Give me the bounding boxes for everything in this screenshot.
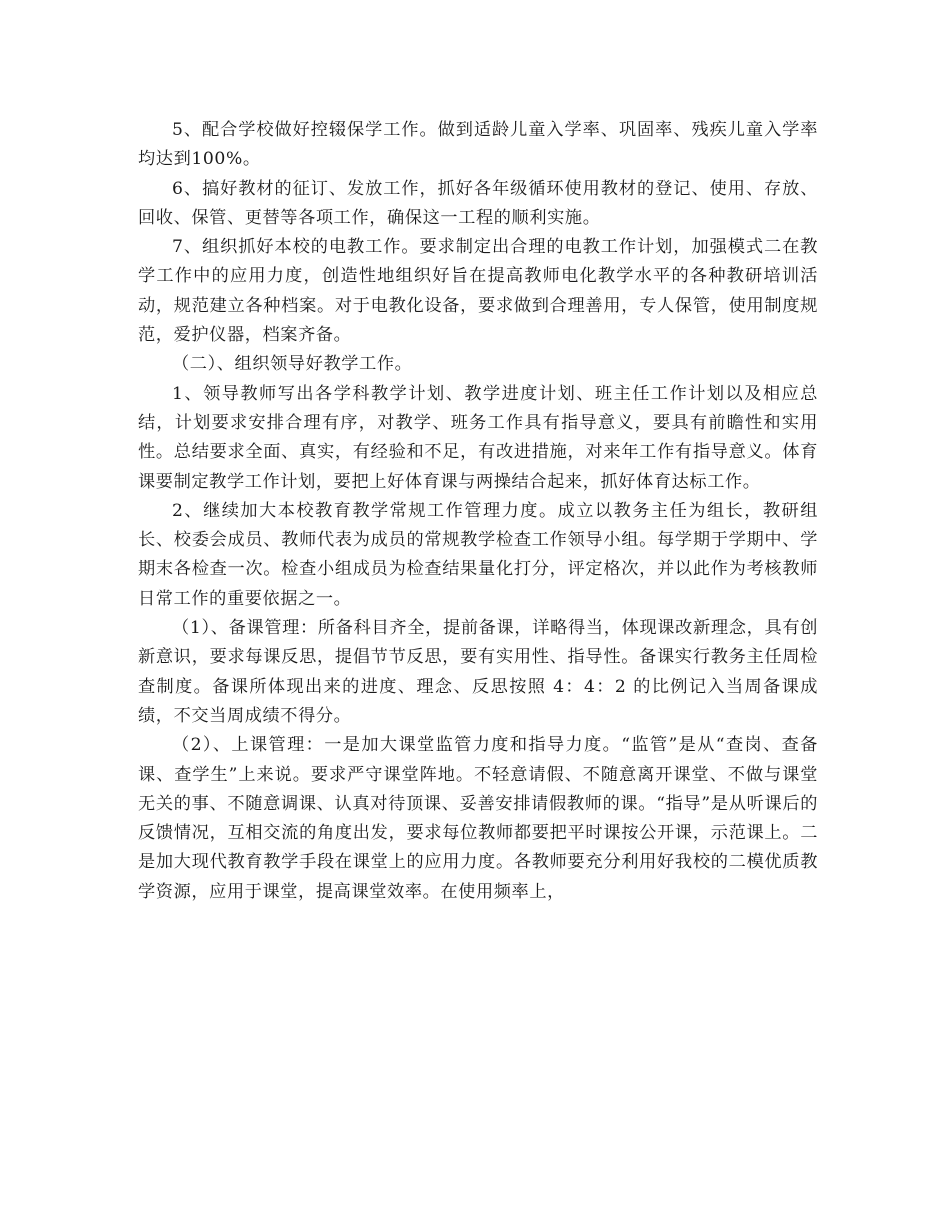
paragraph-subitem-2: （2）、上课管理：一是加大课堂监管力度和指导力度。“监管”是从“查岗、查备课、查学生”上来说。要求严守课堂阵地。不轻意请假、不随意离开课堂、不做与课堂无关的事、不随意调课、认真对待顶课、妥善安排请假教师的课。“指导”是从听课后的反馈情况，互相交流的角度出发，要求每位教师都要把平时课按公开课，示范课上。二是加大现代教育教学手段在课堂上的应用力度。各教师要充分利用好我校的二模优质教学资源，应用于课堂，提高课堂效率。在使用频率上， (138, 735, 818, 902)
paragraph-item-5: 5、配合学校做好控辍保学工作。做到适龄儿童入学率、巩固率、残疾儿童入学率均达到100%。 (138, 120, 818, 170)
section-heading-2: （二）、组织领导好教学工作。 (172, 354, 413, 375)
paragraph-item-6: 6、搞好教材的征订、发放工作，抓好各年级循环使用教材的登记、使用、存放、回收、保管、更替等各项工作，确保这一工程的顺利实施。 (138, 178, 818, 228)
document-body (138, 116, 818, 907)
paragraph-subitem-1: （1）、备课管理：所备科目齐全，提前备课，详略得当，体现课改新理念，具有创新意识，要求每课反思，提倡节节反思，要有实用性、指导性。备课实行教务主任周检查制度。备课所体现出来的进度、理念、反思按照 4：4：2 的比例记入当周备课成绩，不交当周成绩不得分。 (138, 618, 818, 726)
paragraph-item-2: 2、继续加大本校教育教学常规工作管理力度。成立以教务主任为组长，教研组长、校委会成员、教师代表为成员的常规教学检查工作领导小组。每学期于学期中、学期末各检查一次。检查小组成员为检查结果量化打分，评定格次，并以此作为考核教师日常工作的重要依据之一。 (138, 500, 818, 609)
paragraph-item-7: 7、组织抓好本校的电教工作。要求制定出合理的电教工作计划，加强模式二在教学工作中的应用力度，创造性地组织好旨在提高教师电化教学水平的各种教研培训活动，规范建立各种档案。对于电教化设备，要求做到合理善用，专人保管，使用制度规范，爱护仪器，档案齐备。 (138, 237, 818, 346)
paragraph-item-1: 1、领导教师写出各学科教学计划、教学进度计划、班主任工作计划以及相应总结，计划要求安排合理有序，对教学、班务工作具有指导意义，要具有前瞻性和实用性。总结要求全面、真实，有经验和不足，有改进措施，对来年工作有指导意义。体育课要制定教学工作计划，要把上好体育课与两操结合起来，抓好体育达标工作。 (138, 383, 818, 492)
